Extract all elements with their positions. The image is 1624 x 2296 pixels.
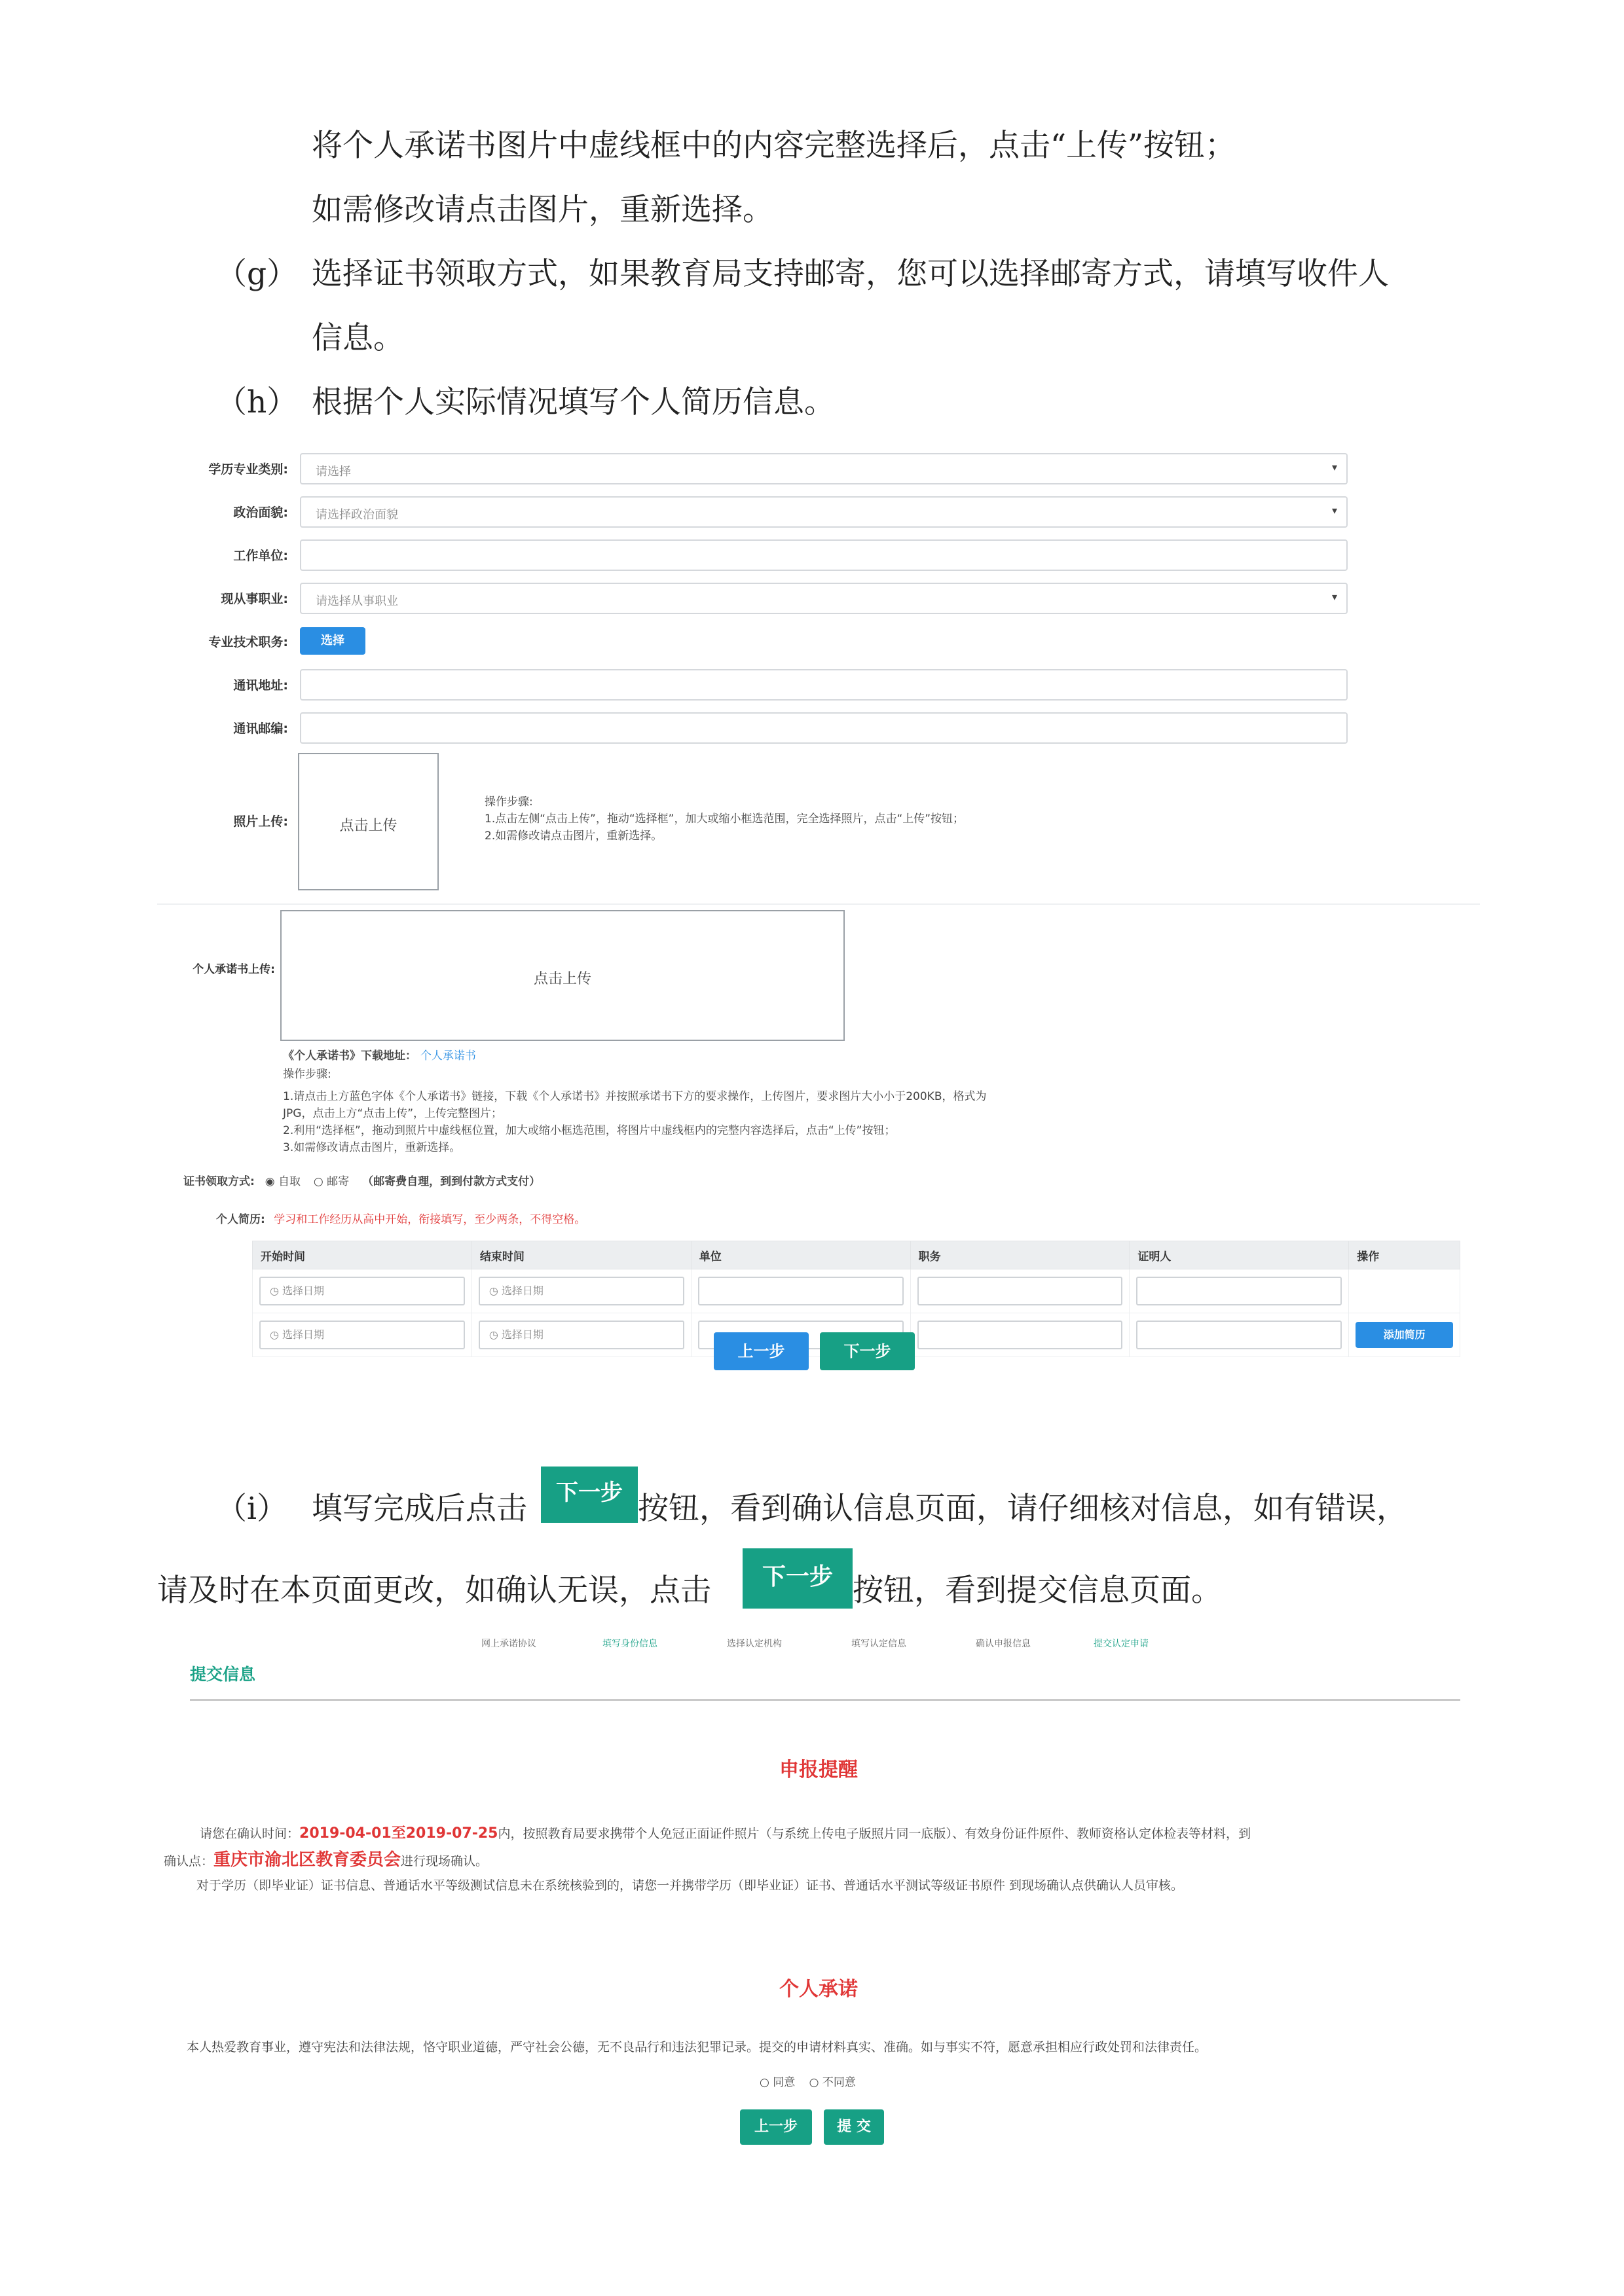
education-label: 学历专业类别:: [208, 462, 288, 477]
pledge-upload-box[interactable]: 点击上传: [280, 910, 845, 1041]
reminder-title: 申报提醒: [779, 1758, 858, 1781]
referee-input[interactable]: [1136, 1321, 1342, 1349]
address-input[interactable]: [300, 669, 1348, 701]
photo-upload-box[interactable]: 点击上传: [298, 753, 439, 890]
notice-line-1: 请您在确认时间：2019-04-01至2019-07-25内，按照教育局要求携带个人免冠正面证件照片（与系统上传电子版照片同一底版）、有效身份证件原件、教师资格认定体检表等材料，到: [200, 1825, 1251, 1842]
inline-next-button-image: 下一步: [541, 1467, 638, 1523]
prev-step-button[interactable]: 上一步: [714, 1332, 809, 1370]
item-number-g: （g）: [216, 256, 298, 292]
submit-info-screenshot: [157, 1637, 1480, 2193]
position-input[interactable]: [917, 1321, 1123, 1349]
job-select[interactable]: 请选择从事职业 ▾: [300, 583, 1348, 614]
title-divider: [190, 1699, 1460, 1701]
progress-step: 确认申报信息: [976, 1639, 1031, 1649]
paragraph-line: 按钮，看到提交信息页面。: [853, 1573, 1222, 1609]
prev-step-button[interactable]: 上一步: [740, 2109, 812, 2145]
tech-title-label: 专业技术职务:: [208, 635, 288, 649]
progress-step: 填写身份信息: [602, 1639, 657, 1649]
paragraph-line: 按钮，看到确认信息页面，请仔细核对信息，如有错误，: [638, 1491, 1407, 1527]
postcode-label: 通讯邮编:: [233, 721, 288, 736]
paragraph-line: 请及时在本页面更改，如确认无误，点击: [157, 1573, 711, 1609]
progress-step: 填写认定信息: [851, 1639, 906, 1649]
pledge-title: 个人承诺: [779, 1978, 858, 2001]
table-header: 操作: [1349, 1241, 1460, 1269]
paragraph-line: 将个人承诺书图片中虚线框中的内容完整选择后，点击“上传”按钮；: [312, 128, 1236, 164]
paragraph-line: 选择证书领取方式，如果教育局支持邮寄，您可以选择邮寄方式，请填写收件人: [312, 256, 1389, 292]
position-input[interactable]: [917, 1277, 1123, 1305]
inline-next-button-image: 下一步: [743, 1548, 853, 1609]
pledge-text: 本人热爱教育事业，遵守宪法和法律法规，恪守职业道德，严守社会公德，无不良品行和违法犯罪记录。提交的申请材料真实、准确。如与事实不符，愿意承担相应行政处罚和法律责任。: [187, 2040, 1208, 2054]
page-title: 提交信息: [190, 1665, 256, 1684]
radio-disagree[interactable]: ○ 不同意: [809, 2076, 856, 2089]
pledge-label: 个人承诺书上传:: [193, 963, 275, 976]
job-label: 现从事职业:: [221, 592, 288, 606]
table-header: 证明人: [1130, 1241, 1349, 1269]
politics-select[interactable]: 请选择政治面貌 ▾: [300, 496, 1348, 528]
photo-label: 照片上传:: [233, 814, 288, 829]
item-number-h: （h）: [216, 384, 298, 420]
work-unit-input[interactable]: [300, 539, 1348, 571]
education-select[interactable]: 请选择 ▾: [300, 453, 1348, 484]
end-date-input[interactable]: ◷ 选择日期: [479, 1321, 684, 1349]
resume-form-screenshot: [157, 445, 1480, 1375]
agree-row: [760, 2074, 856, 2091]
address-label: 通讯地址:: [233, 678, 288, 693]
add-resume-button[interactable]: 添加简历: [1356, 1322, 1453, 1348]
paragraph-line: 信息。: [312, 320, 404, 356]
table-header: 职务: [910, 1241, 1130, 1269]
table-header: 单位: [691, 1241, 910, 1269]
chevron-down-icon: ▾: [1331, 461, 1337, 473]
pledge-steps: 操作步骤: 1.请点击上方蓝色字体《个人承诺书》链接，下载《个人承诺书》并按照承诺书下方的要求操作，上传图片，要求图片大小小于200KB，格式为 JPG，点击上方“点击上传”，上传完整图片； 2.利用“选择框”，拖动到照片中虚线框位置，加大或缩小框选范围，将图片中虚线框内的完整内容选择后，点击“上传”按钮； 3.如需修改请点击图片，重新选择。: [283, 1068, 987, 1154]
photo-steps: 操作步骤: 1.点击左侧“点击上传”，拖动“选择框”，加大或缩小框选范围，完全选择照片，点击“上传”按钮； 2.如需修改请点击图片，重新选择。: [485, 795, 965, 843]
postcode-input[interactable]: [300, 712, 1348, 744]
table-header: 开始时间: [253, 1241, 472, 1269]
pledge-download-row: 《个人承诺书》下载地址： 个人承诺书: [283, 1049, 476, 1063]
politics-label: 政治面貌:: [233, 505, 288, 520]
referee-input[interactable]: [1136, 1277, 1342, 1305]
section-divider: [157, 903, 1480, 905]
progress-step: 选择认定机构: [727, 1639, 782, 1649]
submit-button[interactable]: 提 交: [824, 2109, 884, 2145]
start-date-input[interactable]: ◷ 选择日期: [259, 1277, 465, 1305]
notice-line-2: 确认点：重庆市渝北区教育委员会进行现场确认。: [164, 1850, 489, 1870]
radio-agree[interactable]: ○ 同意: [760, 2076, 796, 2089]
start-date-input[interactable]: ◷ 选择日期: [259, 1321, 465, 1349]
cert-method-row: 证书领取方式: ◉ 自取 ○ 邮寄 （邮寄费自理，到到付款方式支付）: [183, 1175, 541, 1188]
progress-step: 网上承诺协议: [481, 1639, 536, 1649]
paragraph-line: 根据个人实际情况填写个人简历信息。: [312, 384, 835, 420]
progress-step: 提交认定申请: [1094, 1639, 1149, 1649]
paragraph-line: 如需修改请点击图片，重新选择。: [312, 192, 773, 228]
table-header: 结束时间: [471, 1241, 691, 1269]
work-unit-label: 工作单位:: [233, 549, 288, 563]
next-step-button[interactable]: 下一步: [820, 1332, 915, 1370]
notice-line-3: 对于学历（即毕业证）证书信息、普通话水平等级测试信息未在系统核验到的，请您一并携带学历（即毕业证）证书、普通话水平测试等级证书原件 到现场确认点供确认人员审核。: [196, 1878, 1184, 1893]
chevron-down-icon: ▾: [1331, 591, 1337, 603]
unit-input[interactable]: [698, 1277, 904, 1305]
radio-self-pickup[interactable]: ◉ 自取: [265, 1175, 301, 1188]
select-title-button[interactable]: 选择: [300, 627, 365, 655]
resume-label-row: 个人简历: 学习和工作经历从高中开始，衔接填写，至少两条，不得空格。: [216, 1213, 586, 1226]
pledge-download-link[interactable]: 个人承诺书: [420, 1049, 476, 1063]
end-date-input[interactable]: ◷ 选择日期: [479, 1277, 684, 1305]
chevron-down-icon: ▾: [1331, 504, 1337, 517]
table-row: [253, 1269, 1460, 1313]
paragraph-line: 填写完成后点击: [312, 1491, 527, 1527]
item-number-i: （i）: [216, 1491, 288, 1527]
radio-mail[interactable]: ○ 邮寄: [313, 1175, 350, 1188]
